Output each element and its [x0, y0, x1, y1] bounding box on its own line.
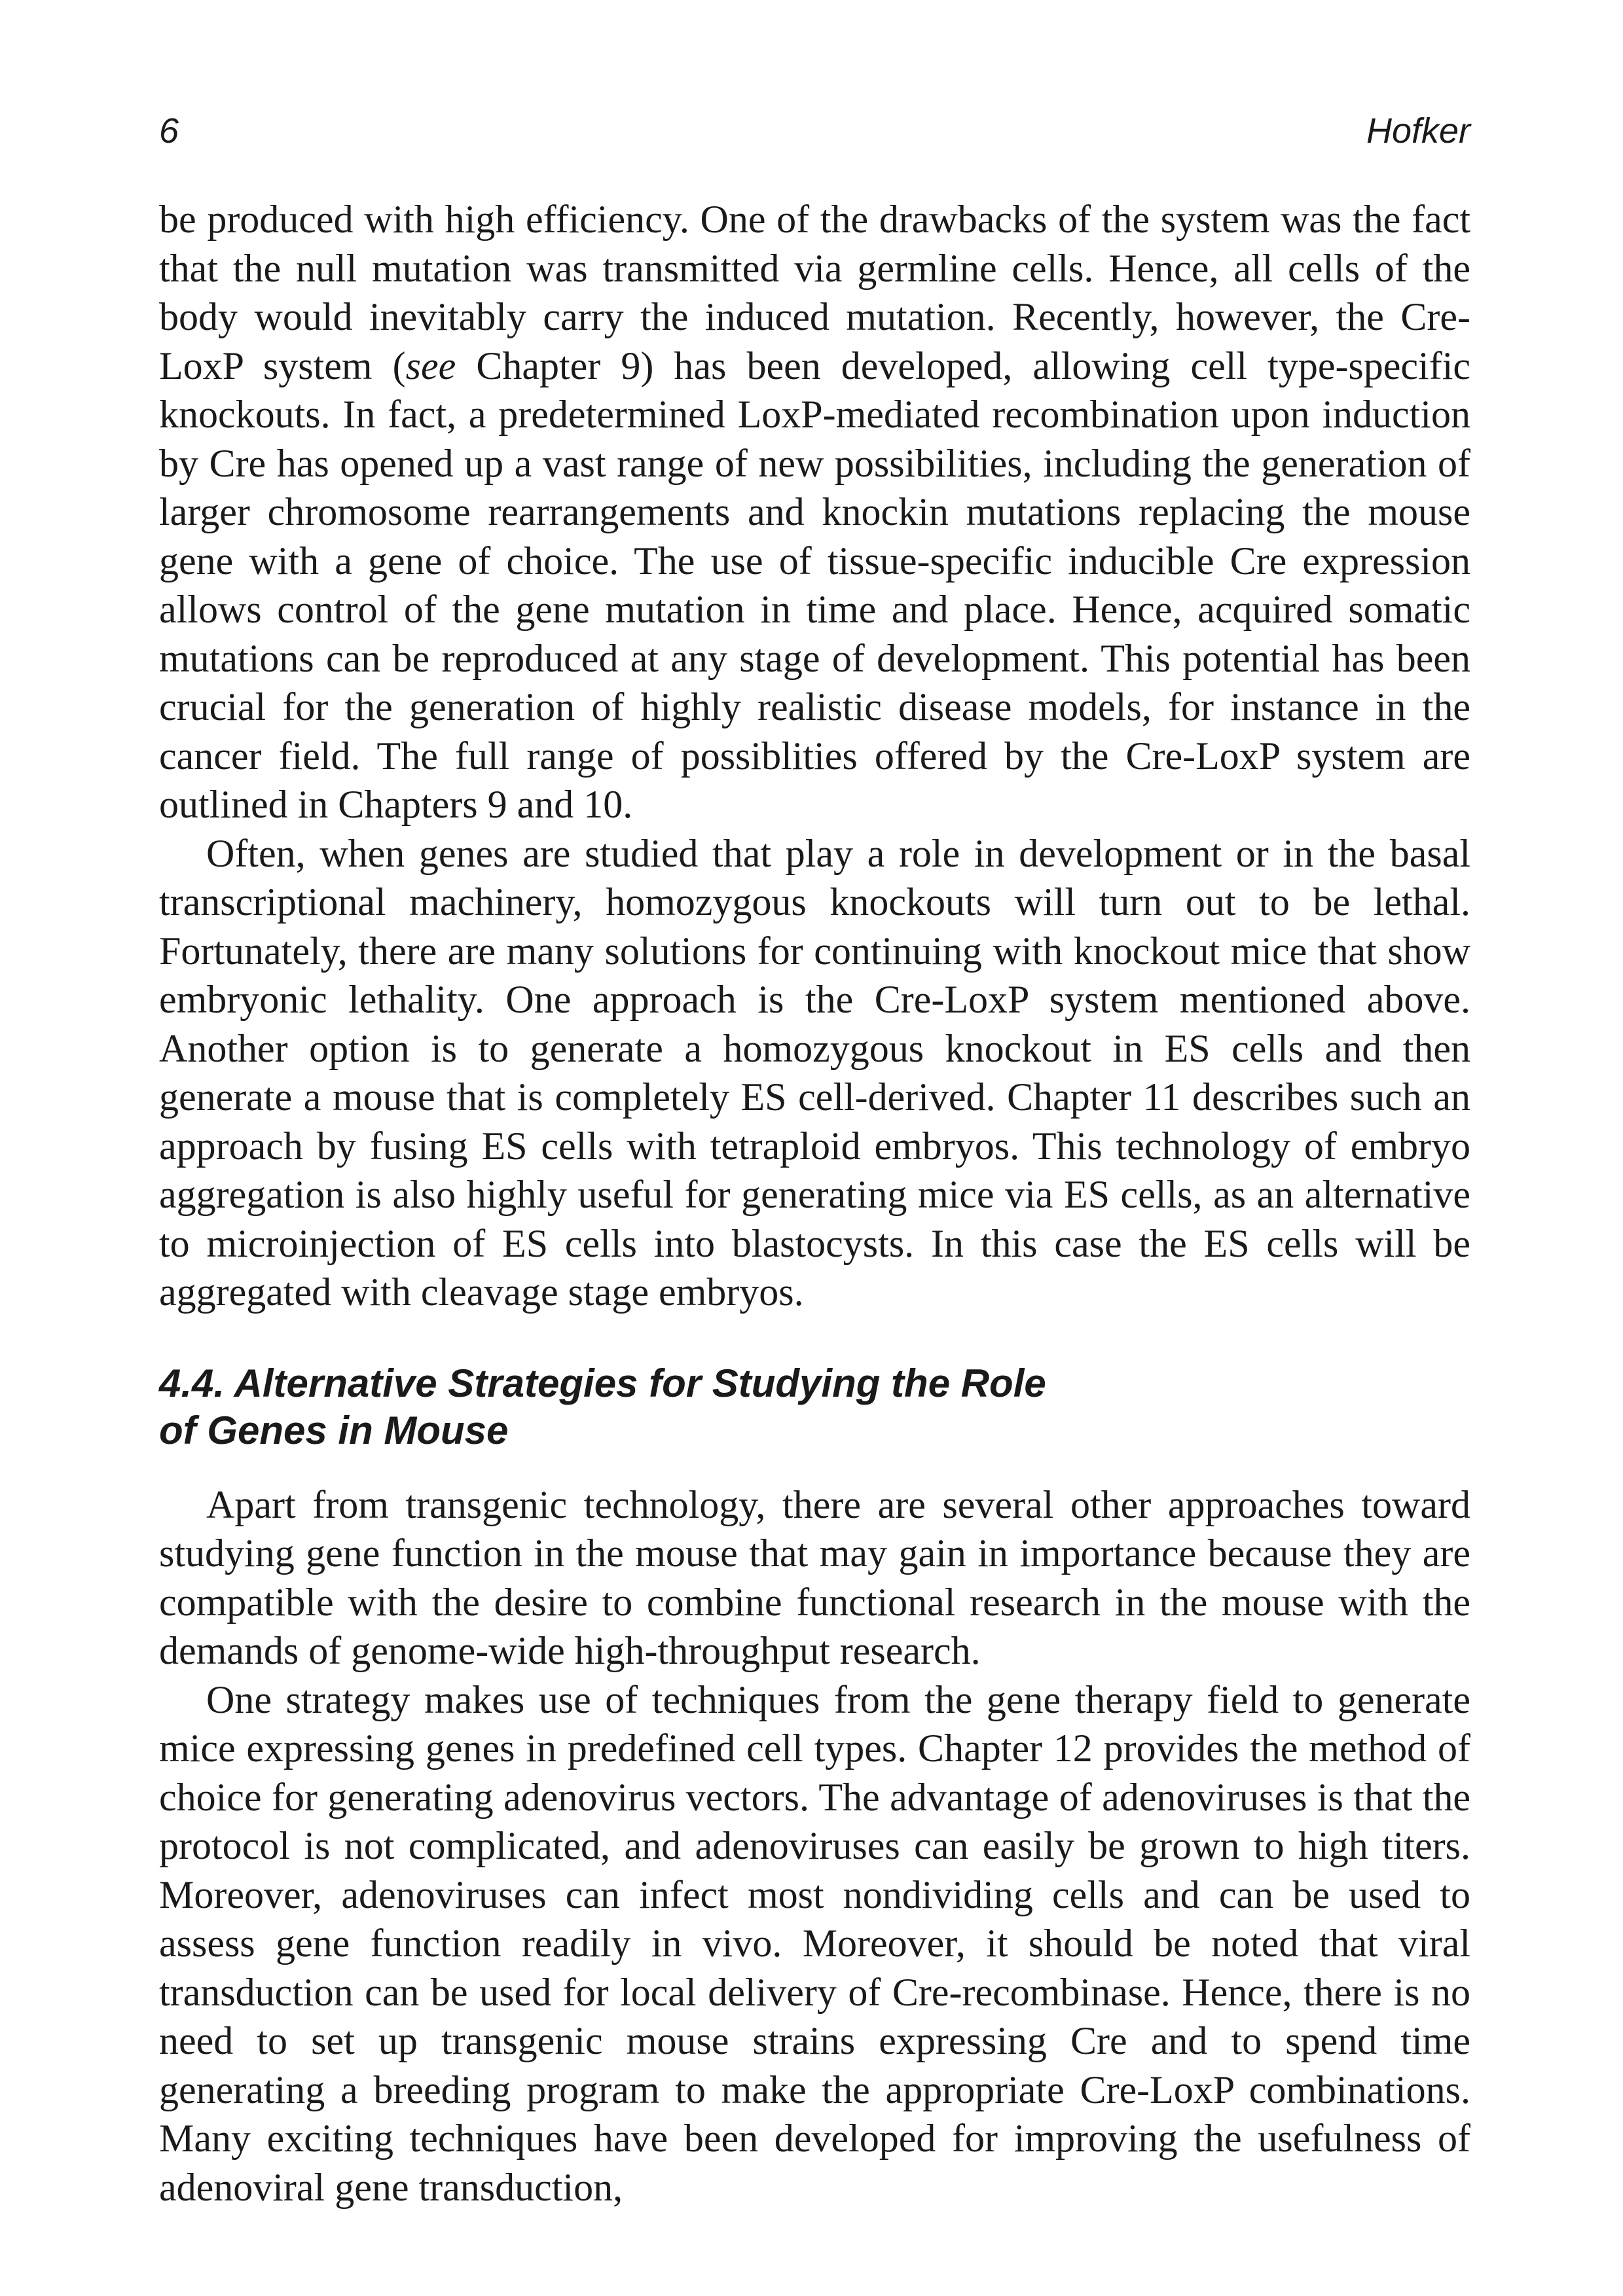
see-reference: see — [405, 344, 456, 387]
section-heading-line-2: of Genes in Mouse — [159, 1408, 509, 1452]
section-heading-line-1: 4.4. Alternative Strategies for Studying the Role — [159, 1361, 1046, 1405]
page-number: 6 — [159, 111, 179, 151]
section-heading — [159, 1360, 1470, 1454]
paragraph-adenovirus: One strategy makes use of techniques from the gene therapy field to generate mice expressing genes in predefined cell types. Chapter 12 provides the method of choice for generating adenovirus vectors. The advantage of adenoviruses is that the protocol is not complicated, and adenoviruses can easily be grown to high titers. Moreover, adenoviruses can infect most nondividing cells and can be used to assess gene function readily in vivo. Moreover, it should be noted that viral transduction can be used for local delivery of Cre-recombinase. Hence, there is no need to set up transgenic mouse strains expressing Cre and to spend time generating a breeding program to make the appropriate Cre-LoxP combinations. Many exciting techniques have been developed for improving the usefulness of adenoviral gene transduction, — [159, 1677, 1470, 2209]
paragraph-cre-loxp-part-2: Chapter 9) has been developed, allowing cell type-specific knockouts. In fact, a predetermined LoxP-mediated recombination upon induction by Cre has opened up a vast range of new possibilities, including the generation of larger chromosome rearrangements and knockin mutations replacing the mouse gene with a gene of choice. The use of tissue-specific inducible Cre expression allows control of the gene mutation in time and place. Hence, acquired somatic mutations can be reproduced at any stage of development. This potential has been crucial for the generation of highly realistic disease models, for instance in the cancer field. The full range of possiblities offered by the Cre-LoxP system are outlined in Chapters 9 and 10. — [159, 344, 1470, 826]
paragraph-cre-loxp-part-1: be produced with high efficiency. One of the drawbacks of the system was the fact that the null mutation was transmitted via germline cells. Hence, all cells of the body would inevitably carry the induced mutation. Recently, however, the Cre-LoxP system ( — [159, 198, 1470, 387]
paragraph-alternative-approaches: Apart from transgenic technology, there are several other approaches toward studying gene function in the mouse that may gain in importance because they are compatible with the desire to combine functional research in the mouse with the demands of genome-wide high-throughput research. — [159, 1482, 1470, 1672]
running-head — [159, 105, 1470, 157]
paragraph-embryonic-lethality: Often, when genes are studied that play a role in development or in the basal transcriptional machinery, homozygous knockouts will turn out to be lethal. Fortunately, there are many solutions for continuing with knockout mice that show embryonic lethality. One approach is the Cre-LoxP system mentioned above. Another option is to generate a homozygous knockout in ES cells and then generate a mouse that is completely ES cell-derived. Chapter 11 describes such an approach by fusing ES cells with tetraploid embryos. This technology of embryo aggregation is also highly useful for generating mice via ES cells, as an alternative to microinjection of ES cells into blastocysts. In this case the ES cells will be aggregated with cleavage stage embryos. — [159, 831, 1470, 1314]
running-author: Hofker — [1366, 111, 1470, 151]
book-page — [159, 105, 1470, 2212]
body-text — [159, 195, 1470, 2212]
paragraph-cre-loxp — [159, 195, 1470, 829]
